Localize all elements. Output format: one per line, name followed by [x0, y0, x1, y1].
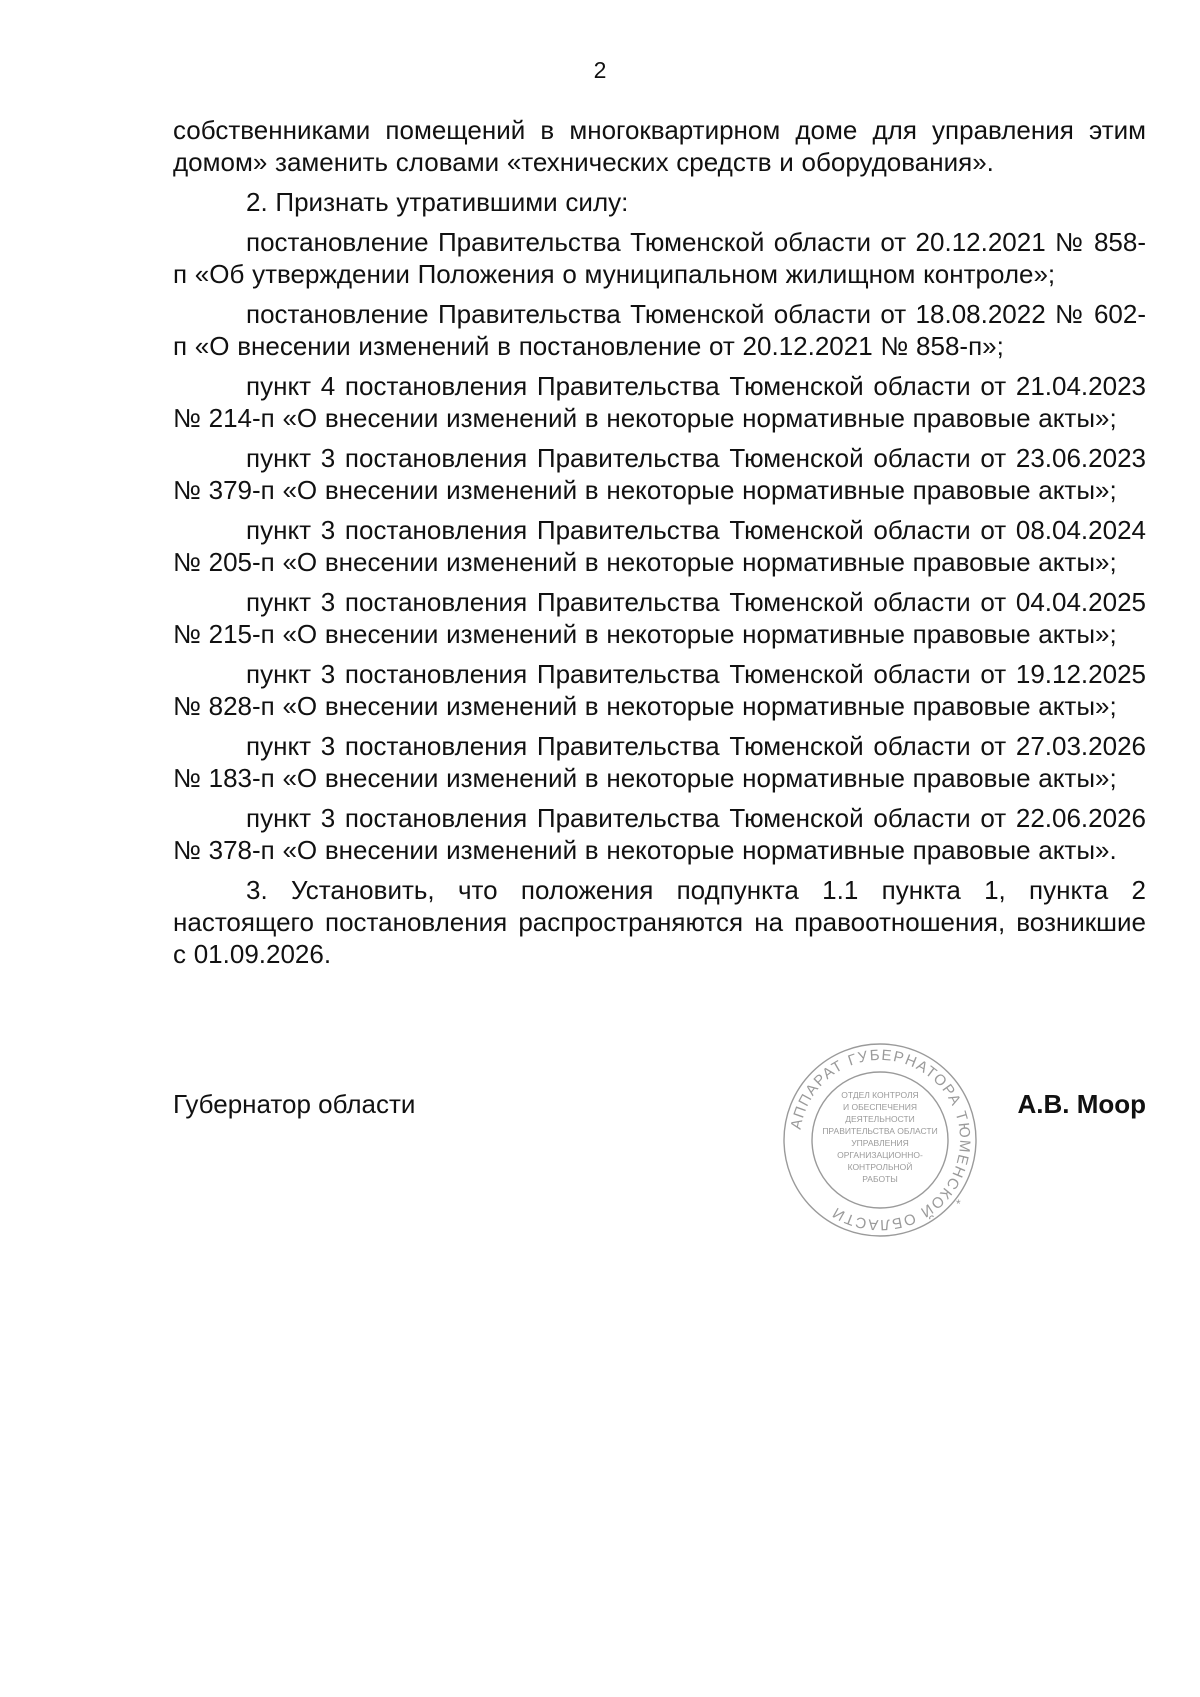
signer-name: А.В. Моор: [1017, 1089, 1146, 1119]
svg-text:РАБОТЫ: РАБОТЫ: [862, 1174, 898, 1184]
svg-text:ОРГАНИЗАЦИОННО-: ОРГАНИЗАЦИОННО-: [837, 1150, 923, 1160]
svg-text:ОТДЕЛ КОНТРОЛЯ: ОТДЕЛ КОНТРОЛЯ: [841, 1090, 919, 1100]
official-seal-stamp: [780, 1040, 980, 1240]
svg-text:ДЕЯТЕЛЬНОСТИ: ДЕЯТЕЛЬНОСТИ: [845, 1114, 915, 1124]
paragraph: 3. Установить, что положения подпункта 1.1 пункта 1, пункта 2 настоящего постановления распространяются на правоотношения, возникшие с 01.09.2026.: [173, 875, 1146, 969]
seal-ring-text: АППАРАТ ГУБЕРНАТОРА ТЮМЕНСКОЙ ОБЛАСТИ: [787, 1046, 974, 1234]
paragraph: пункт 4 постановления Правительства Тюменской области от 21.04.2023 № 214-п «О внесении изменений в некоторые нормативные правовые акты»;: [173, 371, 1146, 433]
svg-text:И ОБЕСПЕЧЕНИЯ: И ОБЕСПЕЧЕНИЯ: [843, 1102, 917, 1112]
signer-title: Губернатор области: [173, 1089, 416, 1119]
document-body: [173, 114, 1146, 978]
paragraph: пункт 3 постановления Правительства Тюменской области от 08.04.2024 № 205-п «О внесении изменений в некоторые нормативные правовые акты»;: [173, 515, 1146, 577]
page-number: 2: [593, 57, 607, 83]
paragraph: пункт 3 постановления Правительства Тюменской области от 23.06.2023 № 379-п «О внесении изменений в некоторые нормативные правовые акты»;: [173, 443, 1146, 505]
paragraph: собственниками помещений в многоквартирном доме для управления этим домом» заменить словами «технических средств и оборудования».: [173, 115, 1146, 177]
paragraph: постановление Правительства Тюменской области от 20.12.2021 № 858-п «Об утверждении Положения о муниципальном жилищном контроле»;: [173, 227, 1146, 289]
seal-star-icon: *: [956, 1197, 961, 1211]
paragraph: пункт 3 постановления Правительства Тюменской области от 27.03.2026 № 183-п «О внесении изменений в некоторые нормативные правовые акты»;: [173, 731, 1146, 793]
paragraph: пункт 3 постановления Правительства Тюменской области от 04.04.2025 № 215-п «О внесении изменений в некоторые нормативные правовые акты»;: [173, 587, 1146, 649]
svg-text:ПРАВИТЕЛЬСТВА ОБЛАСТИ: ПРАВИТЕЛЬСТВА ОБЛАСТИ: [822, 1126, 938, 1136]
svg-text:КОНТРОЛЬНОЙ: КОНТРОЛЬНОЙ: [847, 1162, 913, 1172]
paragraph: постановление Правительства Тюменской области от 18.08.2022 № 602-п «О внесении изменений в постановление от 20.12.2021 № 858-п»;: [173, 299, 1146, 361]
paragraph: пункт 3 постановления Правительства Тюменской области от 19.12.2025 № 828-п «О внесении изменений в некоторые нормативные правовые акты»;: [173, 659, 1146, 721]
paragraph: пункт 3 постановления Правительства Тюменской области от 22.06.2026 № 378-п «О внесении изменений в некоторые нормативные правовые акты».: [173, 803, 1146, 865]
svg-text:УПРАВЛЕНИЯ: УПРАВЛЕНИЯ: [851, 1138, 909, 1148]
signature-block: [173, 1088, 1146, 1128]
seal-inner-text: [822, 1090, 937, 1184]
paragraph: 2. Признать утратившими силу:: [246, 187, 629, 217]
